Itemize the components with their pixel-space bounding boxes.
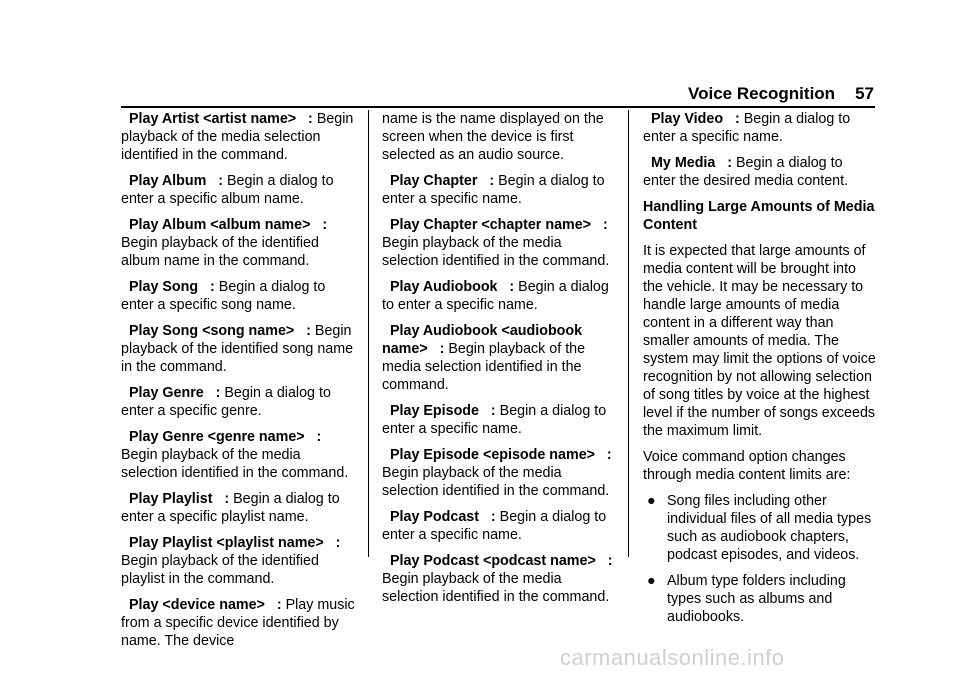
command-entry: [643, 154, 879, 190]
command-name: Play Episode :: [390, 403, 496, 419]
command-entry: [121, 428, 357, 482]
command-entry: [121, 110, 357, 164]
column-3: [643, 110, 879, 634]
command-name: Play Video :: [651, 111, 740, 127]
command-name: My Media :: [651, 155, 733, 171]
command-entry: [382, 402, 618, 438]
command-entry: [382, 446, 618, 500]
command-name: Play Audiobook <audiobook name> :: [382, 323, 583, 357]
page-number: 57: [855, 84, 874, 103]
command-entry: [121, 384, 357, 420]
list-item-text: Album type folders including types such as albums and audiobooks.: [667, 573, 846, 625]
command-description: Begin playback of the media selection identified in the command.: [121, 447, 349, 481]
command-name: Play Artist <artist name> :: [129, 111, 313, 127]
command-description: Begin a dialog to enter a specific song name.: [121, 279, 326, 313]
command-description: Begin a dialog to enter the desired media content.: [643, 155, 849, 189]
command-entry: [382, 278, 618, 314]
bullet-icon: ●: [647, 493, 656, 509]
command-description: Begin a dialog to enter a specific album name.: [121, 173, 334, 207]
body-paragraph: It is expected that large amounts of media content will be brought into the vehicle. It may be necessary to handle large amounts of media content in a different way than smaller amounts of media. The system may limit the options of voice recognition by not allowing selection of song titles by voice at the highest level if the number of songs exceeds the maximum limit.: [643, 243, 876, 439]
command-description: Begin playback of the media selection identified in the command.: [382, 235, 610, 269]
command-description: Play music from a specific device identified by name. The device: [121, 597, 355, 649]
command-description: Begin playback of the identified playlist in the command.: [121, 553, 319, 587]
command-entry: [382, 508, 618, 544]
command-name: Play Chapter <chapter name> :: [390, 217, 608, 233]
command-description: Begin a dialog to enter a specific playlist name.: [121, 491, 340, 525]
command-name: Play Album :: [129, 173, 224, 189]
command-name: Play Playlist <playlist name> :: [129, 535, 341, 551]
command-entry: [382, 322, 618, 394]
command-name: Play Album <album name> :: [129, 217, 328, 233]
command-description: Begin playback of the media selection identified in the command.: [382, 571, 610, 605]
command-entry: [382, 172, 618, 208]
command-description: Begin a dialog to enter a specific name.: [382, 403, 607, 437]
command-entry: [121, 278, 357, 314]
command-description: Begin playback of the media selection identified in the command.: [382, 465, 610, 499]
command-name: Play <device name> :: [129, 597, 282, 613]
bullet-icon: ●: [647, 573, 656, 589]
command-description: Begin playback of the identified album name in the command.: [121, 235, 319, 269]
command-name: Play Song :: [129, 279, 215, 295]
section-heading: Handling Large Amounts of Media Content: [643, 199, 875, 233]
command-name: Play Podcast <podcast name> :: [390, 553, 613, 569]
command-name: Play Chapter :: [390, 173, 495, 189]
body-paragraph: Voice command option changes through media content limits are:: [643, 449, 851, 483]
command-entry: [643, 110, 879, 146]
command-name: Play Genre :: [129, 385, 221, 401]
command-name: Play Episode <episode name> :: [390, 447, 612, 463]
command-description: Begin a dialog to enter a specific genre.: [121, 385, 331, 419]
command-entry: [121, 322, 357, 376]
command-entry: [121, 172, 357, 208]
command-name: Play Genre <genre name> :: [129, 429, 322, 445]
command-name: Play Playlist :: [129, 491, 230, 507]
command-entry: [121, 596, 357, 650]
column-divider: [628, 110, 629, 557]
command-description: Begin playback of the identified song name in the command.: [121, 323, 354, 375]
command-entry: [382, 552, 618, 606]
command-description: Begin a dialog to enter a specific name.: [382, 173, 605, 207]
command-entry: [121, 216, 357, 270]
command-name: Play Audiobook :: [390, 279, 515, 295]
section-title: Voice Recognition: [688, 84, 836, 103]
list-item: [643, 572, 879, 626]
watermark: carmanualsonline.info: [560, 645, 785, 670]
command-name: Play Song <song name> :: [129, 323, 311, 339]
continued-text: name is the name displayed on the screen when the device is first selected as an audio source.: [382, 111, 604, 163]
column-divider: [368, 110, 369, 557]
header-rule: [121, 106, 875, 108]
command-description: Begin playback of the media selection identified in the command.: [382, 341, 586, 393]
column-2: [382, 110, 618, 614]
command-description: Begin a dialog to enter a specific name.: [382, 279, 609, 313]
command-description: Begin a dialog to enter a specific name.: [643, 111, 851, 145]
column-1: [121, 110, 357, 658]
list-item-text: Song files including other individual files of all media types such as audiobook chapters, podcast episodes, and videos.: [667, 493, 872, 563]
command-entry: [121, 490, 357, 526]
command-entry: [382, 216, 618, 270]
page-header: [688, 84, 874, 104]
command-entry: [121, 534, 357, 588]
command-name: Play Podcast :: [390, 509, 496, 525]
list-item: [643, 492, 879, 564]
command-description: Begin a dialog to enter a specific name.: [382, 509, 607, 543]
command-description: Begin playback of the media selection identified in the command.: [121, 111, 354, 163]
